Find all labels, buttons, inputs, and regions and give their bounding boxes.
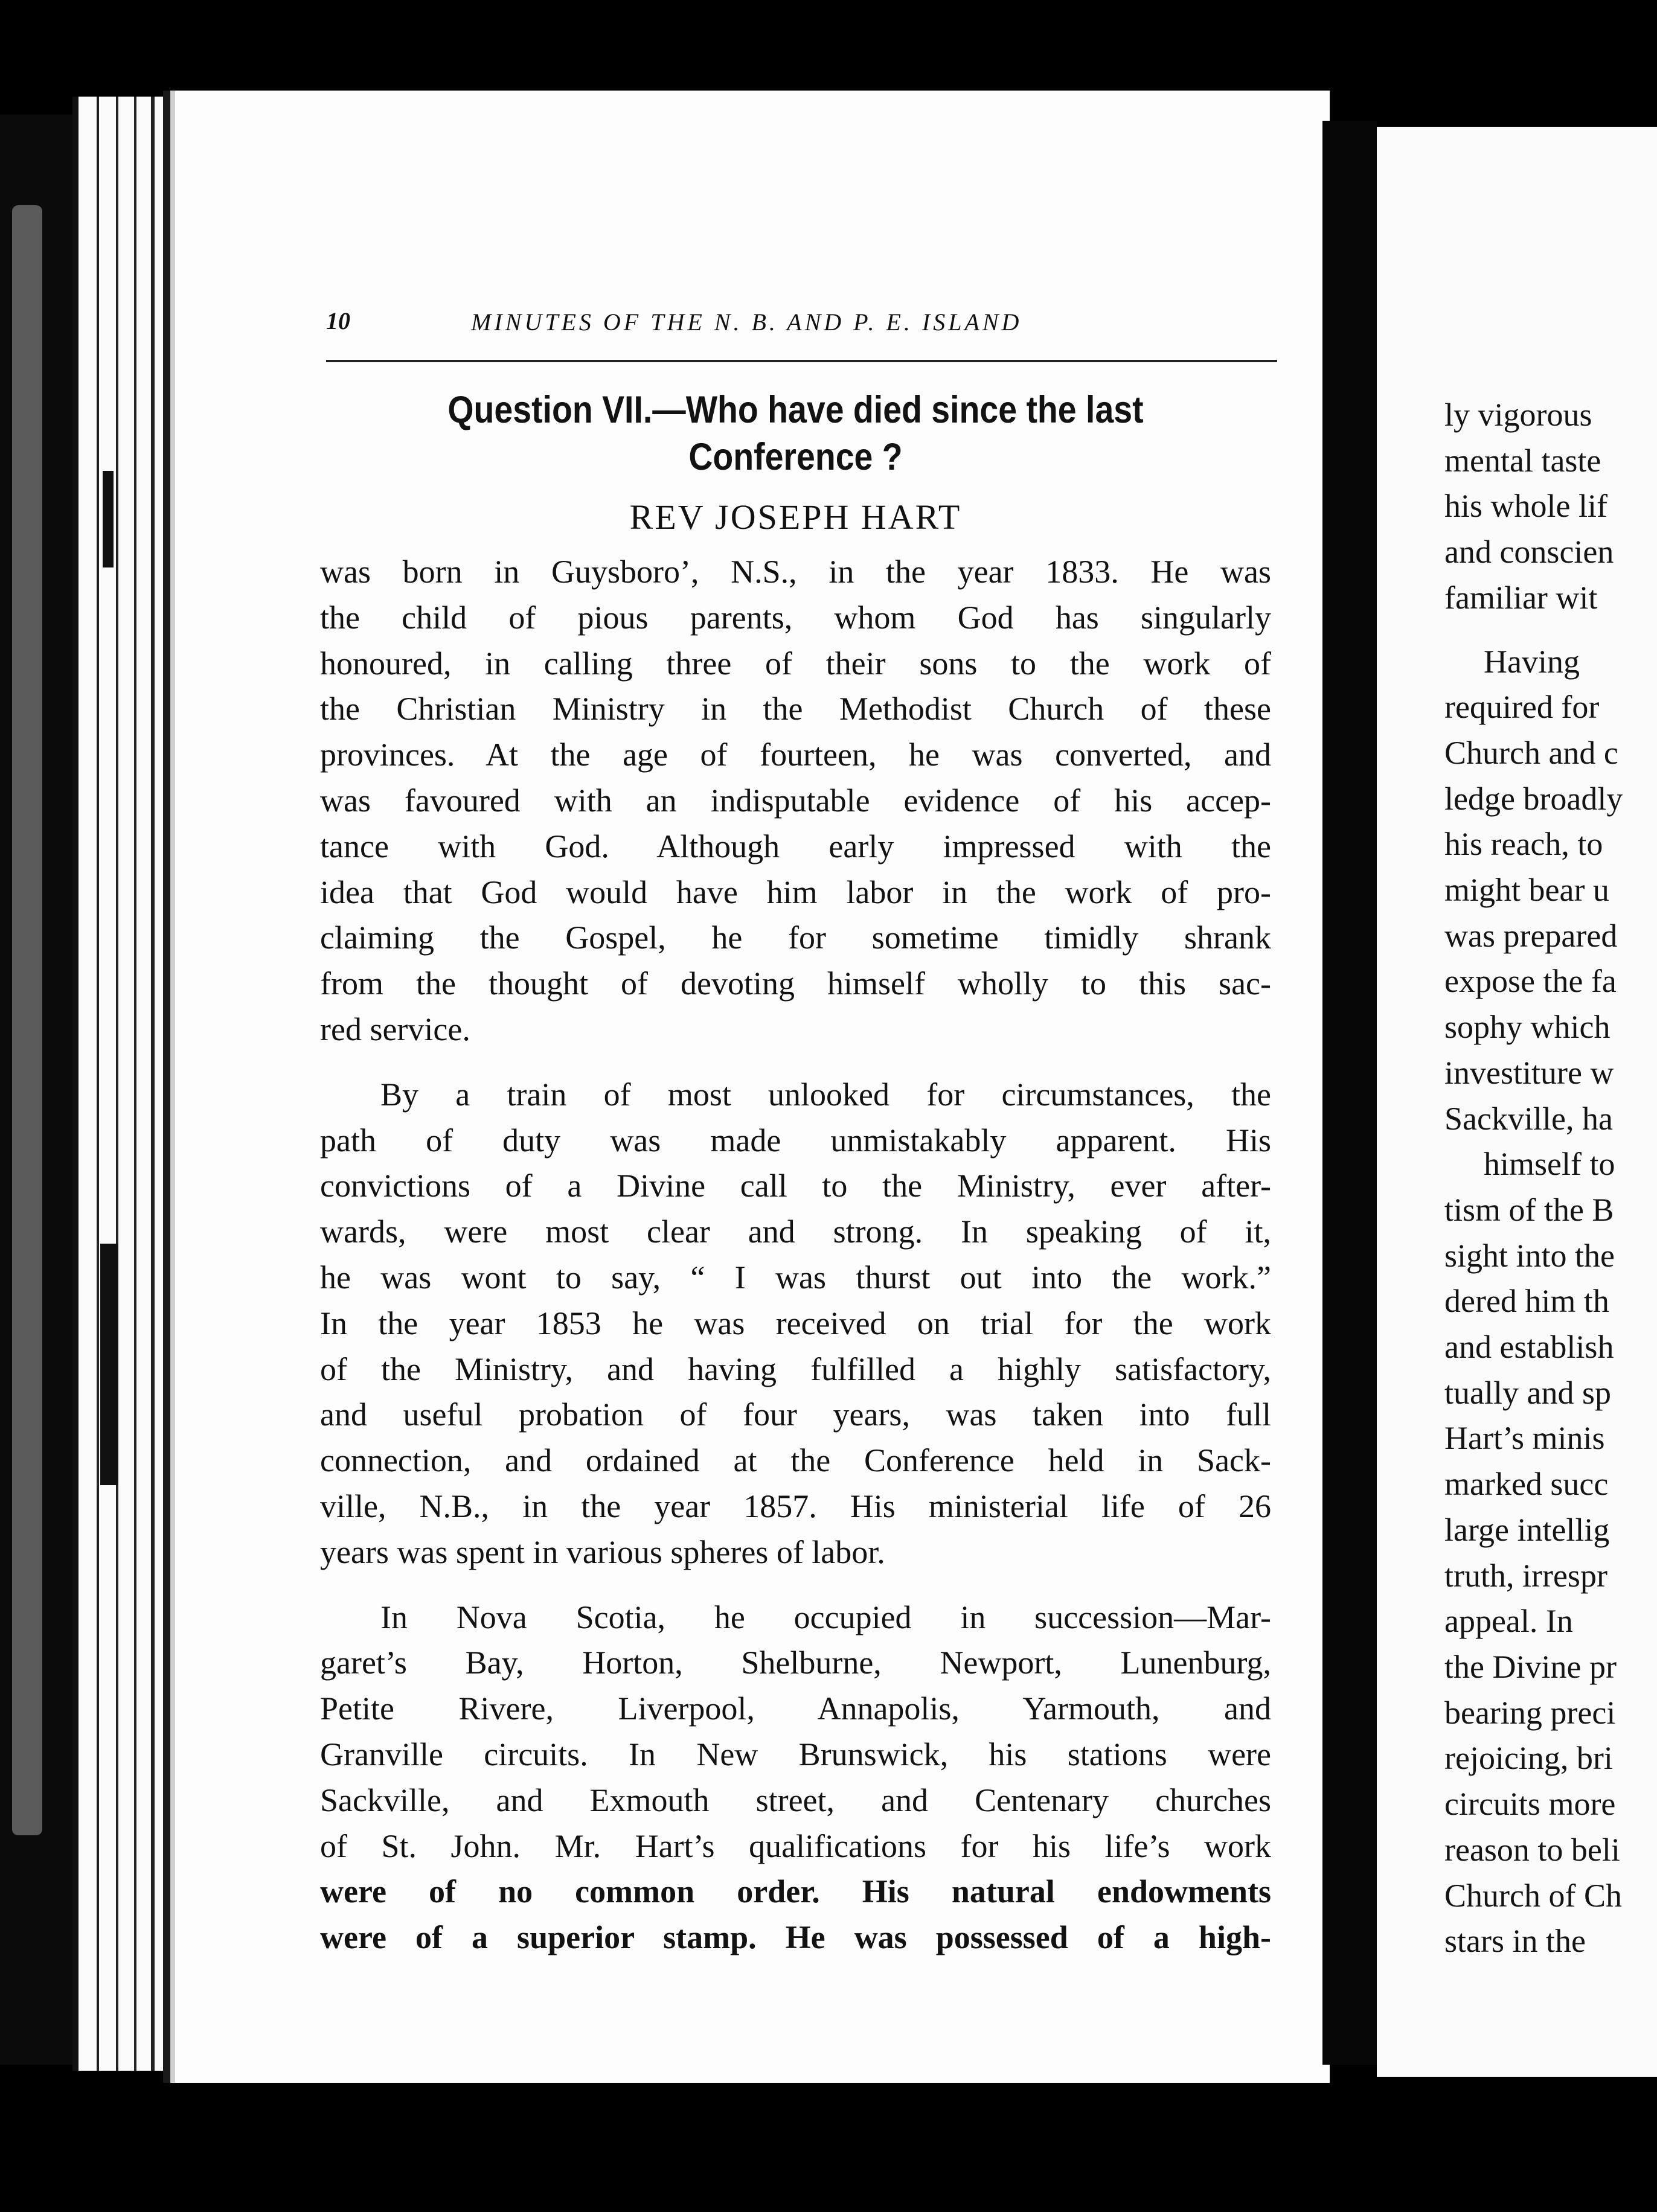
text-line: appeal. In (1444, 1603, 1573, 1640)
text-line: Granville circuits. In New Brunswick, his stations were (320, 1736, 1271, 1772)
text-line: might bear u (1444, 872, 1609, 909)
text-line: ly vigorous (1444, 397, 1592, 433)
text-line: In the year 1853 he was received on trial for the work (320, 1305, 1271, 1341)
running-header (326, 302, 1280, 344)
text-line: expose the fa (1444, 963, 1617, 1000)
text-line: rejoicing, bri (1444, 1740, 1613, 1777)
question-heading-line: Conference ? (688, 436, 903, 478)
page-edges (72, 97, 169, 2071)
text-line: By a train of most unlooked for circumstances, the (380, 1076, 1271, 1113)
text-line: idea that God would have him labor in the work of pro- (320, 874, 1271, 910)
text-line: convictions of a Divine call to the Ministry, ever after- (320, 1168, 1271, 1204)
text-line: wards, were most clear and strong. In speaking of it, (320, 1213, 1271, 1250)
text-line: In Nova Scotia, he occupied in succession—Mar- (380, 1599, 1271, 1635)
text-line: ville, N.B., in the year 1857. His ministerial life of 26 (320, 1488, 1271, 1524)
text-line: was favoured with an indisputable evidence of his accep- (320, 782, 1271, 819)
text-line: his reach, to (1444, 826, 1603, 863)
text-line: Sackville, ha (1444, 1100, 1613, 1137)
text-line: his whole lif (1444, 488, 1607, 525)
text-line: red service. (320, 1011, 470, 1047)
edge-mark (103, 471, 114, 567)
text-line: Church and c (1444, 734, 1618, 771)
text-line: honoured, in calling three of their sons to the work of (320, 645, 1271, 682)
text-line: himself to (1484, 1146, 1615, 1183)
obituary-name: REV JOSEPH HART (629, 497, 962, 537)
text-column (320, 386, 1271, 1961)
text-line: Sackville, and Exmouth street, and Centenary churches (320, 1782, 1271, 1818)
text-line: investiture w (1444, 1054, 1614, 1091)
text-line: and useful probation of four years, was taken into full (320, 1396, 1271, 1433)
text-line: connection, and ordained at the Conference held in Sack- (320, 1442, 1271, 1479)
text-line: the Christian Ministry in the Methodist Church of these (320, 691, 1271, 727)
text-line: tism of the B (1444, 1191, 1614, 1228)
text-line: he was wont to say, “ I was thurst out into the work.” (320, 1259, 1271, 1296)
page-number: 10 (326, 307, 350, 334)
text-line: were of a superior stamp. He was possessed of a high- (320, 1919, 1271, 1956)
question-heading-line: Question VII.—Who have died since the last (447, 389, 1144, 431)
text-line: truth, irrespr (1444, 1557, 1607, 1594)
question-heading (377, 386, 1214, 481)
right-text-column (1444, 392, 1657, 1964)
text-line: from the thought of devoting himself wholly to this sac- (320, 965, 1271, 1002)
text-line: tually and sp (1444, 1374, 1611, 1411)
text-line: the Divine pr (1444, 1648, 1617, 1685)
text-line: years was spent in various spheres of labor. (320, 1533, 885, 1570)
text-line: garet’s Bay, Horton, Shelburne, Newport, Lunenburg, (320, 1645, 1271, 1681)
text-line: and conscien (1444, 534, 1614, 571)
text-line: Petite Rivere, Liverpool, Annapolis, Yarmouth, and (320, 1690, 1271, 1727)
paragraph-3 (320, 1595, 1271, 1961)
text-line: dered him th (1444, 1283, 1609, 1320)
text-line: was born in Guysboro’, N.S., in the year 1833. He was (320, 554, 1271, 590)
header-rule (326, 360, 1277, 362)
text-line: tance with God. Although early impressed with the (320, 828, 1271, 865)
text-line: marked succ (1444, 1466, 1609, 1503)
text-line: Having (1484, 643, 1580, 680)
text-line: required for (1444, 689, 1600, 726)
edge-mark (100, 1244, 118, 1485)
text-line: sophy which (1444, 1009, 1611, 1046)
text-line: reason to beli (1444, 1831, 1620, 1868)
text-line: ledge broadly (1444, 780, 1623, 817)
text-line: large intellig (1444, 1511, 1610, 1548)
text-line: provinces. At the age of fourteen, he was converted, and (320, 737, 1271, 773)
text-line: familiar wit (1444, 579, 1598, 616)
text-line: path of duty was made unmistakably apparent. His (320, 1122, 1271, 1159)
text-line: was prepared (1444, 917, 1618, 954)
text-line: claiming the Gospel, he for sometime timidly shrank (320, 919, 1271, 956)
text-line: bearing preci (1444, 1694, 1616, 1731)
text-line: of St. John. Mr. Hart’s qualifications for his life’s work (320, 1827, 1271, 1864)
book-gutter (1322, 121, 1377, 2065)
text-line: sight into the (1444, 1237, 1615, 1274)
text-line: Church of Ch (1444, 1877, 1622, 1914)
text-line: of the Ministry, and having fulfilled a highly satisfactory, (320, 1351, 1271, 1387)
paragraph-1 (320, 549, 1271, 1053)
right-page-fragment (1377, 127, 1657, 2077)
text-line: and establish (1444, 1329, 1614, 1366)
text-line: the child of pious parents, whom God has singularly (320, 599, 1271, 636)
text-line: stars in the (1444, 1923, 1586, 1960)
paragraph-2 (320, 1072, 1271, 1576)
text-line: circuits more (1444, 1786, 1616, 1823)
text-line: Hart’s minis (1444, 1420, 1605, 1457)
text-line: mental taste (1444, 442, 1601, 479)
text-line: were of no common order. His natural endowments (320, 1873, 1271, 1910)
spine-highlight (12, 205, 42, 1835)
running-head-title: MINUTES OF THE N. B. AND P. E. ISLAND (471, 308, 1022, 336)
